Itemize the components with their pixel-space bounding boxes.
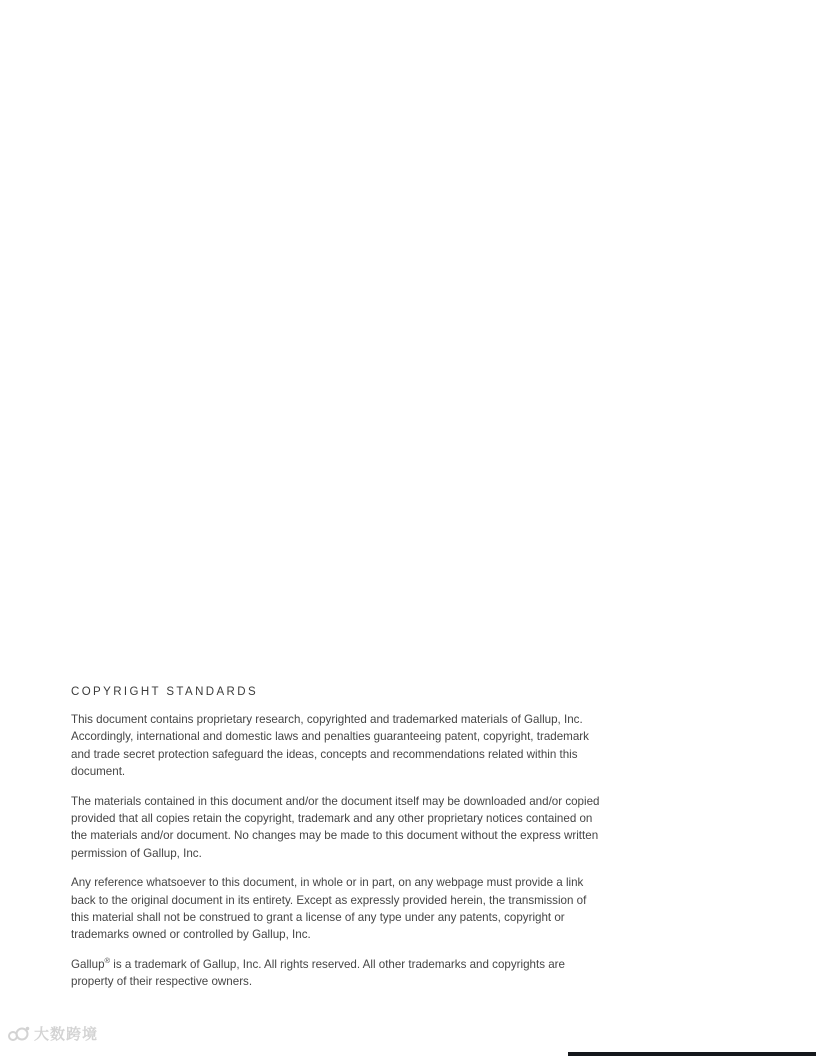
copyright-standards-section: [71, 686, 601, 991]
copyright-paragraph-3: Any reference whatsoever to this document, in whole or in part, on any webpage must provide a link back to the original document in its entirety. Except as expressly provided herein, the transmission of this material shall not be construed to grant a license of any type under any patents, copyright or trademarks owned or controlled by Gallup, Inc.: [71, 876, 587, 942]
page-edge-artifact: [568, 1052, 816, 1056]
copyright-paragraph-2: The materials contained in this document and/or the document itself may be downloaded and/or copied provided that all copies retain the copyright, trademark and any other proprietary notices contained on the materials and/or document. No changes may be made to this document without the express written permission of Gallup, Inc.: [71, 794, 600, 860]
trademark-paragraph-text: is a trademark of Gallup, Inc. All rights reserved. All other trademarks and copyrights are property of their respective owners.: [71, 957, 565, 989]
copyright-paragraph-1: This document contains proprietary research, copyrighted and trademarked materials of Gallup, Inc. Accordingly, international and domestic laws and penalties guaranteeing patent, copyright, trademark and trade secret protection safeguard the ideas, concepts and recommendations related within this document.: [71, 713, 589, 779]
registered-trademark-symbol: ®: [104, 956, 111, 966]
trademark-paragraph: [71, 956, 601, 991]
trademark-brand: Gallup: [71, 957, 105, 971]
watermark-text: 大数跨境: [34, 1025, 99, 1043]
watermark: [8, 1023, 98, 1044]
copyright-standards-heading: COPYRIGHT STANDARDS: [71, 686, 259, 698]
watermark-logo-icon: [8, 1025, 30, 1043]
